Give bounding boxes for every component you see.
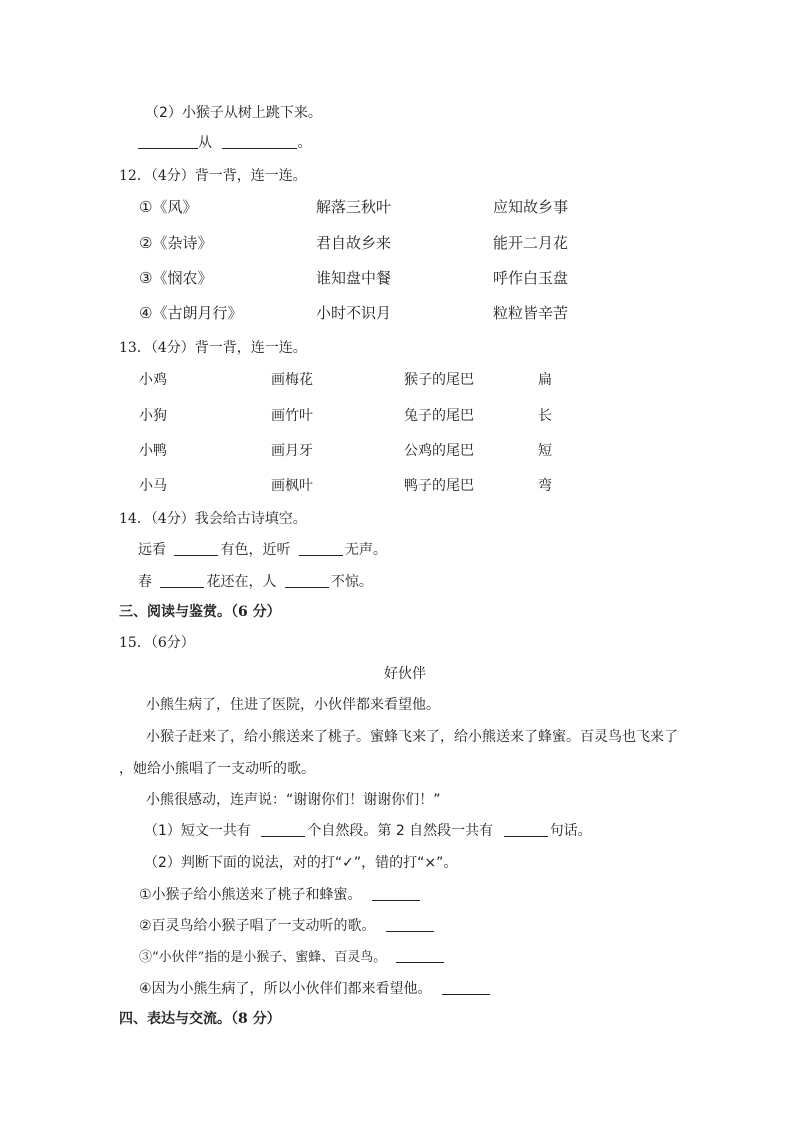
answer-blank[interactable] [386,919,434,932]
q13-row-2-drawing: 画竹叶 [271,408,313,424]
answer-blank[interactable] [396,950,444,963]
q13-row-3-drawing: 画月牙 [271,443,313,459]
q13-row-4-shape: 弯 [538,478,552,494]
q13-row-1-tail: 猴子的尾巴 [404,372,474,388]
q12-row-3-line-b: 呼作白玉盘 [493,269,569,287]
answer-blank[interactable] [504,824,548,837]
q11-sub2-label: （2）小猴子从树上跳下来。 [145,105,322,121]
section-3-heading: 三、阅读与鉴赏。（6 分） [119,604,281,620]
q12-row-3-poem: ③《悯农》 [139,269,213,287]
q14-line-1-part-1: 远看 [138,542,166,558]
q13-row-2-shape: 长 [538,408,552,424]
answer-blank[interactable] [138,136,198,149]
q13-row-4-tail: 鸭子的尾巴 [404,478,474,494]
q13-row-3-animal: 小鸭 [139,443,167,459]
answer-end: 。 [297,135,312,151]
q12-title: 12．（4分）背一背，连一连。 [119,168,307,184]
judge-item-4 [139,982,490,996]
q14-line-1 [138,543,387,557]
q12-row-1-poem: ①《风》 [139,198,198,216]
q12-row-2-line-a: 君自故乡来 [316,234,392,252]
answer-blank[interactable] [442,982,490,995]
q15-sub-1-part-2: 个自然段。第 2 自然段一共有 [307,823,494,839]
answer-blank[interactable] [285,575,329,588]
q14-line-2-part-3: 不惊。 [330,574,373,590]
q12-row-4-line-a: 小时不识月 [316,304,392,322]
q13-row-1-shape: 扁 [538,372,552,388]
q14-line-1-part-3: 无声。 [344,542,387,558]
judge-item-4-text: ④因为小熊生病了，所以小伙伴们都来看望他。 [139,981,432,997]
q12-row-3-line-a: 谁知盘中餐 [316,269,392,287]
q13-row-2-tail: 兔子的尾巴 [404,408,474,424]
q14-line-2-part-2: 花还在，人 [206,574,277,590]
q12-row-1-line-a: 解落三秋叶 [316,198,392,216]
story-title: 好伙伴 [384,666,426,682]
q12-row-4-line-b: 粒粒皆辛苦 [493,304,569,322]
q14-line-1-part-2: 有色，近听 [220,542,291,558]
q13-row-2-animal: 小狗 [139,408,167,424]
judge-item-3 [139,950,444,964]
q15-sub-2: （2）判断下面的说法，对的打“✓”，错的打“×”。 [144,855,458,871]
q15-sub-1 [144,824,592,838]
answer-blank[interactable] [299,543,343,556]
answer-blank[interactable] [261,824,305,837]
judge-item-1 [139,888,420,902]
judge-item-2-text: ②百灵鸟给小猴子唱了一支动听的歌。 [139,918,376,934]
q15-sub-1-part-3: 句话。 [549,823,592,839]
q14-line-2 [138,575,373,589]
section-4-heading: 四、表达与交流。（8 分） [119,1011,281,1027]
answer-blank[interactable] [174,543,218,556]
q13-row-4-drawing: 画枫叶 [271,478,313,494]
q15-sub-1-part-1: （1）短文一共有 [144,823,251,839]
judge-item-1-text: ①小猴子给小熊送来了桃子和蜂蜜。 [139,887,362,903]
q12-row-1-line-b: 应知故乡事 [493,198,569,216]
q12-row-2-line-b: 能开二月花 [493,234,569,252]
answer-blank[interactable] [222,136,297,149]
answer-blank[interactable] [160,575,204,588]
answer-blank[interactable] [372,888,420,901]
q12-row-2-poem: ②《杂诗》 [139,234,213,252]
q13-row-4-animal: 小马 [139,478,167,494]
story-paragraph-3: 小熊很感动，连声说：“谢谢你们！谢谢你们！” [146,792,441,808]
q15-title: 15．（6分） [119,635,195,651]
q13-row-3-shape: 短 [538,443,552,459]
q13-row-3-tail: 公鸡的尾巴 [404,443,474,459]
answer-connector: 从 [198,135,212,151]
judge-item-2 [139,919,434,933]
q13-title: 13．（4分）背一背，连一连。 [119,340,307,356]
story-paragraph-1: 小熊生病了，住进了医院，小伙伴都来看望他。 [146,697,440,713]
story-paragraph-2-line-2: ，她给小熊唱了一支动听的歌。 [119,761,315,777]
q11-sub2-answer-line [138,136,311,150]
q13-row-1-animal: 小鸡 [139,372,167,388]
q14-line-2-part-1: 春 [138,574,152,590]
q14-title: 14．（4分）我会给古诗填空。 [119,511,307,527]
q13-row-1-drawing: 画梅花 [271,372,313,388]
judge-item-3-text: ③“小伙伴”指的是小猴子、蜜蜂、百灵鸟。 [139,950,387,965]
q12-row-4-poem: ④《古朗月行》 [139,304,243,322]
story-paragraph-2-line-1: 小猴子赶来了，给小熊送来了桃子。蜜蜂飞来了，给小熊送来了蜂蜜。百灵鸟也飞来了 [146,729,678,745]
